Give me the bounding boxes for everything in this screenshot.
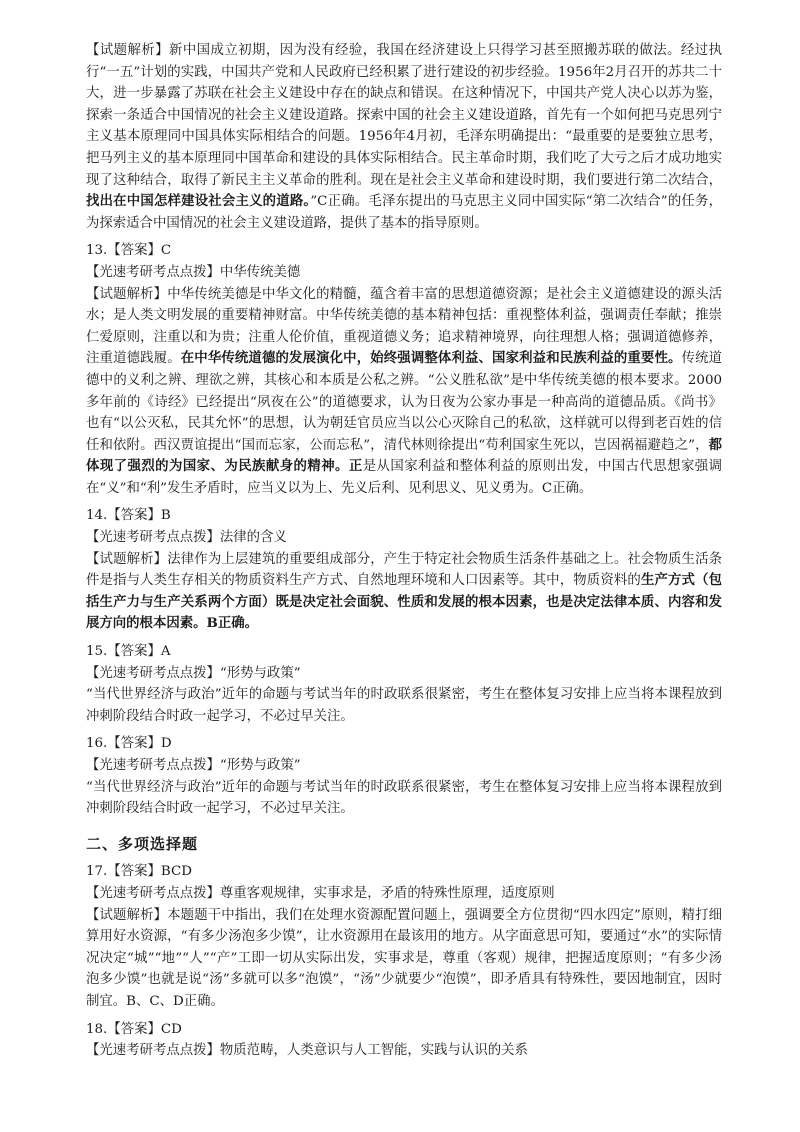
q13-analysis: 【试题解析】中华传统美德是中华文化的精髓，蕴含着丰富的思想道德资源；是社会主义道德建设的源头活水；是人类文明发展的重要精神财富。中华传统美德的基本精神包括：重视整体利益，强调责任奉献；推崇仁爱原则，注重以和为贵；注重人伦价值，重视道德义务；追求精神境界，向往理想人格；强调道德修养，注重道德践履。在中华传统道德的发展演化中，始终强调整体利益、国家利益和民族利益的重要性。传统道德中的义利之辨、理欲之辨，其核心和本质是公私之辨。“公义胜私欲”是中华传统美德的根本要求。2000多年前的《诗经》已经提出“夙夜在公”的道德要求，认为日夜为公家办事是一种高尚的道德品质。《尚书》也有“以公灭私，民其允怀”的思想，认为朝廷官员应当以公心灭除自己的私欲，这样就可以得到老百姓的信任和依附。西汉贾谊提出“国而忘家，公而忘私”，清代林则徐提出“苟利国家生死以，岂因祸福避趋之”，都体现了强烈的为国家、为民族献身的精神。正是从国家利益和整体利益的原则出发，中国古代思想家强调在“义”和“利”发生矛盾时，应当义以为上、先义后利、见利思义、见义勇为。C正确。: [86, 286, 723, 496]
q18-point: 【光速考研考点点拨】物质范畴，人类意识与人工智能，实践与认识的关系: [86, 1043, 528, 1059]
q15-analysis: “当代世界经济与政治”近年的命题与考试当年的时政联系很紧密，考生在整体复习安排上应当将本课程放到冲刺阶段结合时政一起学习，不必过早关注。: [86, 687, 722, 724]
q16-point: 【光速考研考点点拨】“形势与政策”: [86, 758, 301, 773]
q16-answer: 16.【答案】D: [86, 736, 172, 752]
q15-point: 【光速考研考点点拨】“形势与政策”: [86, 665, 301, 681]
q14-answer: 14.【答案】B: [86, 508, 171, 524]
q15-answer: 15.【答案】A: [86, 644, 171, 660]
q18-answer: 18.【答案】CD: [86, 1021, 182, 1037]
section-title: 二、多项选择题: [86, 834, 199, 853]
q12-analysis: 【试题解析】新中国成立初期，因为没有经验，我国在经济建设上只得学习甚至照搬苏联的做法。经过执行“一五”计划的实践，中国共产党和人民政府已经积累了进行建设的初步经验。1956年2月召开的苏共二十大，进一步暴露了苏联在社会主义建设中存在的缺点和错误。在这种情况下，中国共产党人决心以苏为鉴，探索一条适合中国情况的社会主义建设道路。探索中国的社会主义建设道路，首先有一个如何把马克思列宁主义基本原理同中国具体实际相结合的问题。1956年4月初，毛泽东明确提出：“最重要的是要独立思考，把马列主义的基本原理同中国革命和建设的具体实际相结合。民主革命时期，我们吃了大亏之后才成功地实现了这种结合，取得了新民主主义革命的胜利。现在是社会主义革命和建设时期，我们要进行第二次结合，找出在中国怎样建设社会主义的道路。”C正确。毛泽东提出的马克思主义同中国实际“第二次结合”的任务，为探索适合中国情况的社会主义建设道路，提供了基本的指导原则。: [86, 43, 723, 231]
q16-analysis: “当代世界经济与政治”近年的命题与考试当年的时政联系很紧密，考生在整体复习安排上应当将本课程放到冲刺阶段结合时政一起学习，不必过早关注。: [86, 779, 722, 817]
q17-point: 【光速考研考点点拨】尊重客观规律，实事求是，矛盾的特殊性原理，适度原则: [86, 885, 555, 901]
q17-analysis: 【试题解析】本题题干中指出，我们在处理水资源配置问题上，强调要全方位贯彻“四水四定”原则，精打细算用好水资源，“有多少汤泡多少馍”，让水资源用在最该用的地方。从字面意思可知，要通过“水”的实际情况决定“城”“地”“人”“产”工即一切从实际出发，实事求是，尊重（客观）规律，把握适度原则；“有多少汤泡多少馍”也就是说“汤”多就可以多“泡馍”，“汤”少就要少“泡馍”，即矛盾具有特殊性，要因地制宜，因时制宜。B、C、D正确。: [86, 907, 722, 1009]
q17-answer: 17.【答案】BCD: [86, 864, 192, 880]
q14-point: 【光速考研考点点拨】法律的含义: [86, 530, 287, 546]
q14-analysis: 【试题解析】法律作为上层建筑的重要组成部分，产生于特定社会物质生活条件基础之上。社会物质生活条件是指与人类生存相关的物质资料生产方式、自然地理环境和人口因素等。其中，物质资料的生产方式（包括生产力与生产关系两个方面）既是决定社会面貌、性质和发展的根本因素，也是决定法律本质、内容和发展方向的根本因素。B正确。: [86, 551, 723, 632]
q13-answer: 13.【答案】C: [86, 243, 172, 259]
document-page: [86, 40, 722, 1062]
q13-point: 【光速考研考点点拨】中华传统美德: [86, 264, 301, 280]
